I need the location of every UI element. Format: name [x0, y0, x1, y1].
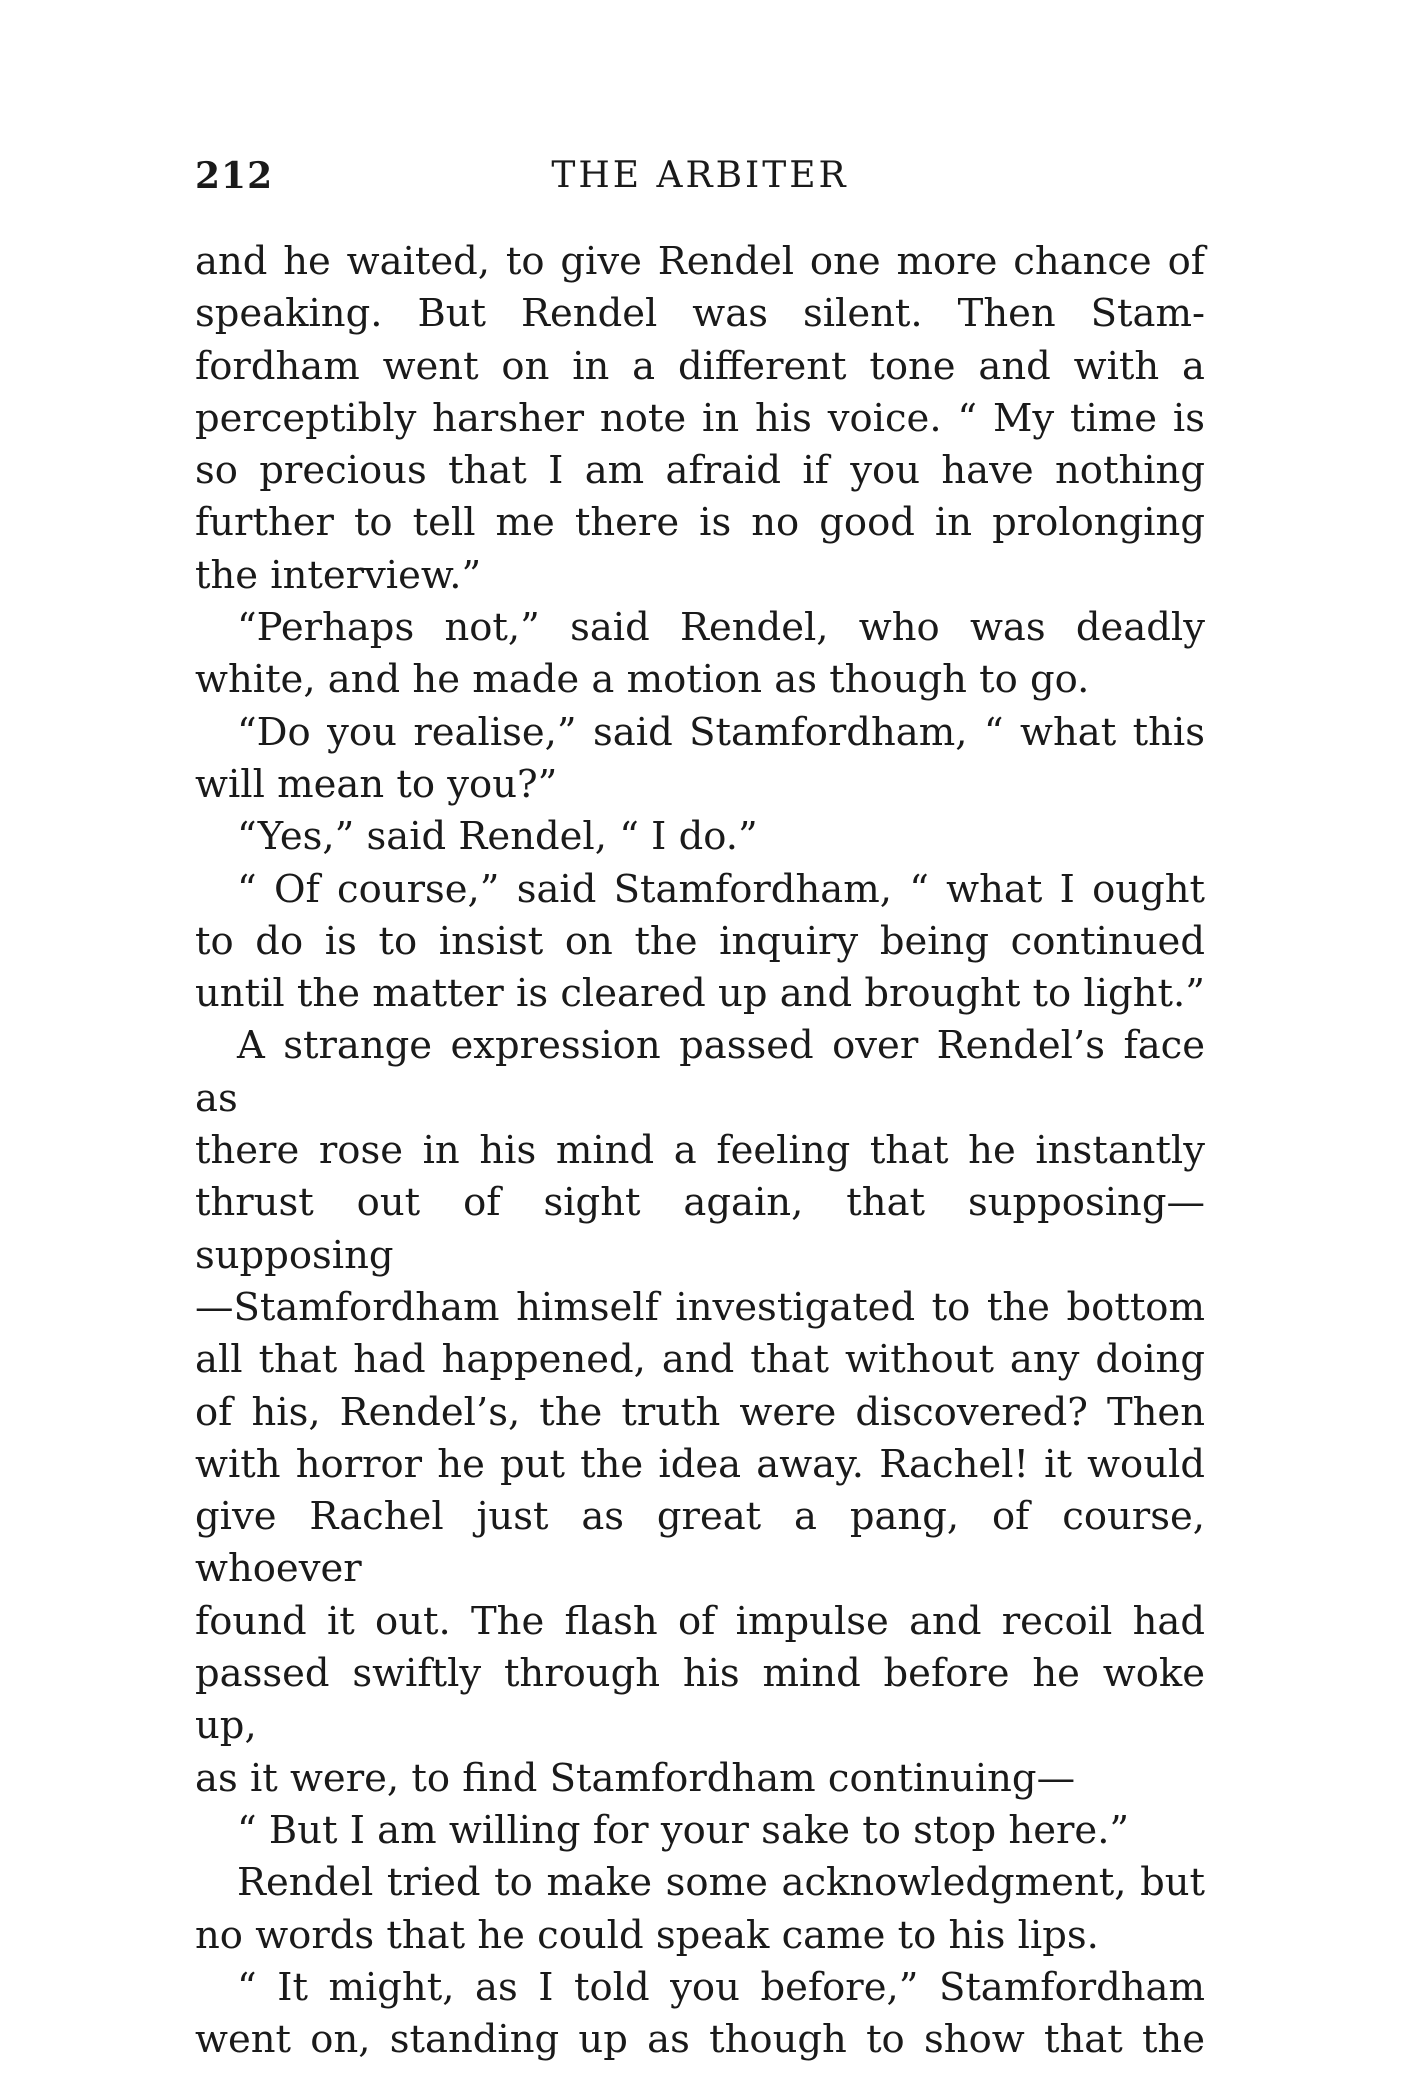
text-line: will mean to you?” — [195, 761, 558, 807]
page-number: 212 — [195, 155, 274, 197]
text-line: there rose in his mind a feeling that he instantly — [195, 1128, 1205, 1174]
running-title: THE ARBITER — [551, 155, 849, 196]
text-line: of his, Rendel’s, the truth were discovered? Then — [195, 1389, 1205, 1435]
text-line: “Perhaps not,” said Rendel, who was deadly — [237, 605, 1205, 651]
text-line: A strange expression passed over Rendel’s face as — [195, 1023, 1205, 1121]
text-line: went on, standing up as though to show that the — [195, 2017, 1205, 2063]
text-line: white, and he made a motion as though to go. — [195, 657, 1090, 703]
text-line: and he waited, to give Rendel one more chance of — [195, 239, 1205, 284]
text-line: “Do you realise,” said Stamfordham, “ what this — [237, 709, 1205, 755]
text-line: —Stamfordham himself investigated to the bottom — [195, 1284, 1205, 1330]
text-line: with horror he put the idea away. Rachel! it would — [195, 1441, 1205, 1487]
text-line: no words that he could speak came to his lips. — [195, 1912, 1099, 1958]
text-line: “ But I am willing for your sake to stop here.” — [237, 1807, 1130, 1853]
text-line: thrust out of sight again, that supposing—supposing — [195, 1180, 1205, 1278]
text-line: as it were, to find Stamfordham continuing— — [195, 1755, 1076, 1801]
text-line: all that had happened, and that without any doing — [195, 1337, 1205, 1383]
text-line: “ Of course,” said Stamfordham, “ what I ought — [237, 866, 1205, 912]
text-line: the interview.” — [195, 552, 482, 598]
page-header — [195, 155, 1205, 215]
text-line: found it out. The flash of impulse and recoil had — [195, 1598, 1205, 1644]
text-line: perceptibly harsher note in his voice. “ My time is — [195, 395, 1205, 441]
text-line: until the matter is cleared up and brought to light.” — [195, 971, 1205, 1017]
text-line: fordham went on in a different tone and with a — [195, 343, 1205, 389]
body-text — [195, 236, 1205, 2066]
text-line: “Yes,” said Rendel, “ I do.” — [237, 814, 758, 860]
text-line: speaking. But Rendel was silent. Then Stam- — [195, 291, 1205, 337]
text-line: to do is to insist on the inquiry being continued — [195, 918, 1205, 964]
text-line: “ It might, as I told you before,” Stamfordham — [237, 1964, 1205, 2010]
text-line: further to tell me there is no good in prolonging — [195, 500, 1205, 546]
text-line: so precious that I am afraid if you have nothing — [195, 448, 1205, 494]
text-line: Rendel tried to make some acknowledgment, but — [237, 1860, 1205, 1906]
text-line: passed swiftly through his mind before he woke up, — [195, 1651, 1205, 1749]
text-line: give Rachel just as great a pang, of course, whoever — [195, 1494, 1205, 1592]
